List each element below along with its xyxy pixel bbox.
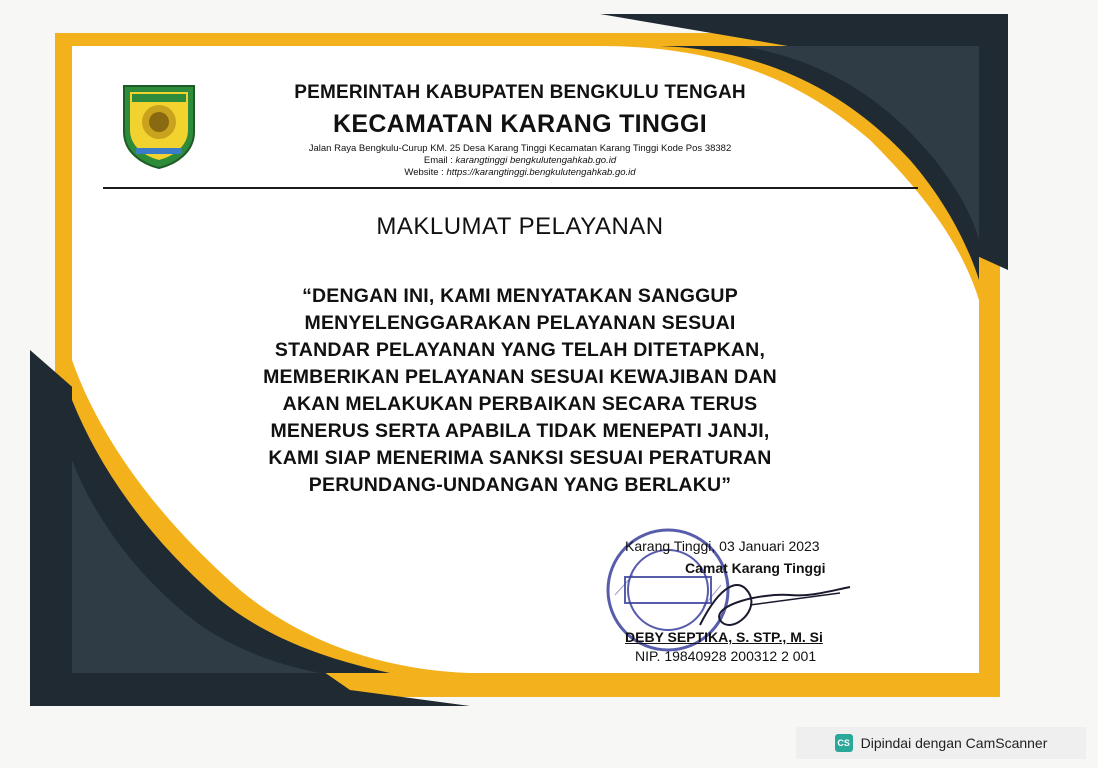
email-value: karangtinggi bengkulutengahkab.go.id (455, 155, 617, 166)
email-label: Email : (423, 155, 453, 166)
office-email (200, 155, 840, 166)
letterhead (200, 82, 840, 178)
office-address: Jalan Raya Bengkulu-Curup KM. 25 Desa Karang Tinggi Kecamatan Karang Tinggi Kode Pos 38382 (308, 143, 732, 154)
camscanner-icon: CS (835, 734, 853, 752)
office-website (200, 167, 840, 178)
signer-nip: NIP. 19840928 200312 2 001 (635, 648, 817, 664)
district-name: KECAMATAN KARANG TINGGI (332, 110, 707, 138)
statement-line: MEMBERIKAN PELAYANAN SESUAI KEWAJIBAN DAN (263, 366, 777, 388)
statement-line: PERUNDANG-UNDANGAN YANG BERLAKU” (308, 474, 732, 496)
signer-role: Camat Karang Tinggi (685, 560, 826, 576)
camscanner-label: Dipindai dengan CamScanner (860, 735, 1048, 751)
statement-line: MENYELENGGARAKAN PELAYANAN SESUAI (304, 312, 736, 334)
signer-name: DEBY SEPTIKA, S. STP., M. Si (625, 629, 823, 645)
statement-line: AKAN MELAKUKAN PERBAIKAN SECARA TERUS (282, 393, 758, 415)
statement-line: “DENGAN INI, KAMI MENYATAKAN SANGGUP (302, 285, 738, 307)
place-date: Karang Tinggi, 03 Januari 2023 (625, 538, 820, 554)
header-divider (103, 187, 918, 189)
website-label: Website : (404, 167, 444, 178)
statement-line: MENERUS SERTA APABILA TIDAK MENEPATI JANJI, (270, 420, 770, 442)
document-title: MAKLUMAT PELAYANAN (376, 213, 664, 240)
government-name: PEMERINTAH KABUPATEN BENGKULU TENGAH (294, 82, 746, 103)
service-statement (180, 283, 860, 499)
camscanner-watermark (796, 727, 1086, 759)
website-value: https://karangtinggi.bengkulutengahkab.go.id (446, 167, 636, 178)
statement-line: STANDAR PELAYANAN YANG TELAH DITETAPKAN, (274, 339, 766, 361)
statement-line: KAMI SIAP MENERIMA SANKSI SESUAI PERATURAN (268, 447, 772, 469)
district-emblem-logo (118, 80, 200, 170)
